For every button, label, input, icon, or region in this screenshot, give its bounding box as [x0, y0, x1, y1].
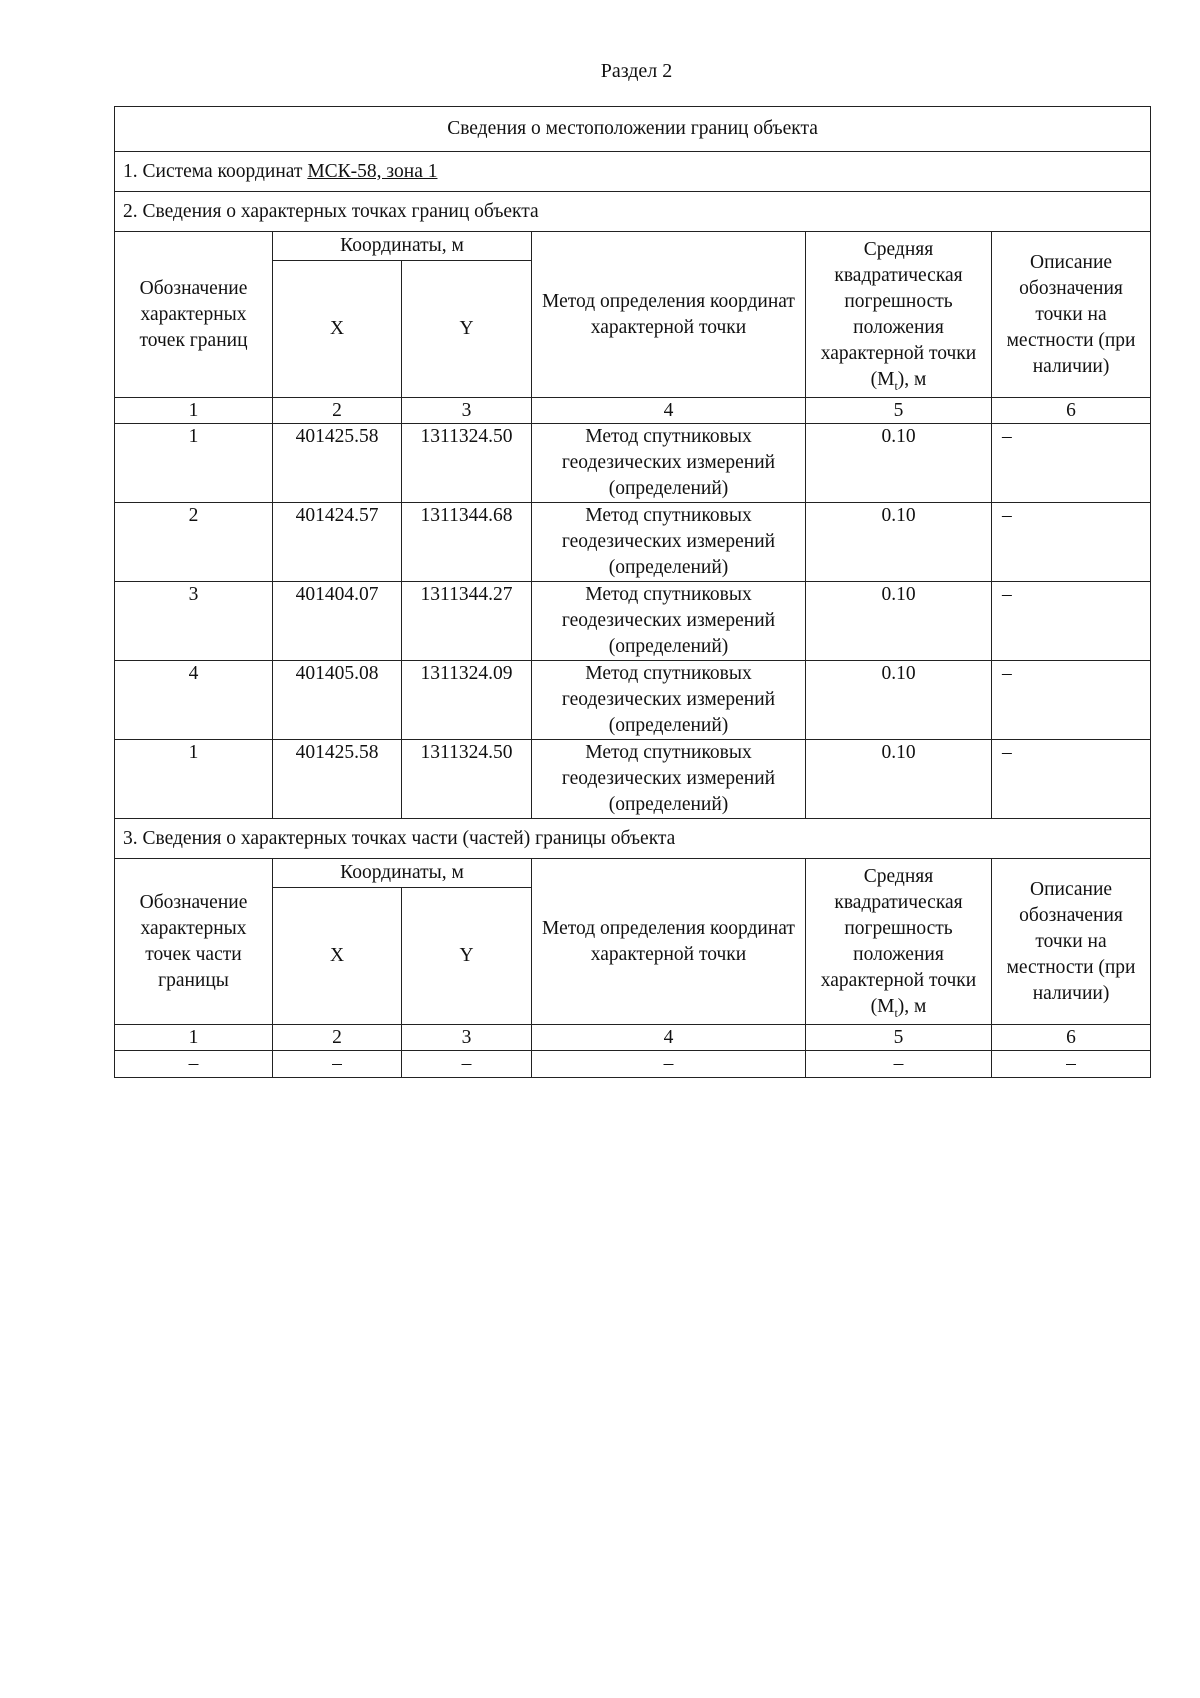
cell-error: 0.10 [806, 503, 992, 582]
header-method: Метод определения координат характерной точки [532, 859, 806, 1025]
cell-x: 401425.58 [273, 740, 402, 819]
header-x: X [273, 261, 402, 398]
header-error [806, 232, 992, 398]
table-row [115, 582, 1151, 661]
cell-method: Метод спутниковых геодезических измерений (определений) [532, 503, 806, 582]
cell-y: 1311344.27 [402, 582, 532, 661]
table-row [115, 740, 1151, 819]
cell-desc: – [992, 582, 1151, 661]
cell-method: Метод спутниковых геодезических измерений (определений) [532, 740, 806, 819]
cell-point: – [115, 1051, 273, 1078]
header-x: X [273, 888, 402, 1025]
cell-error: 0.10 [806, 661, 992, 740]
header-error-sub: t [894, 1005, 898, 1020]
cell-x: 401405.08 [273, 661, 402, 740]
header-point: Обозначение характерных точек границ [115, 232, 273, 398]
column-number: 5 [806, 1025, 992, 1051]
cell-y: 1311324.50 [402, 424, 532, 503]
table-row [115, 503, 1151, 582]
cell-desc: – [992, 661, 1151, 740]
cell-y: 1311344.68 [402, 503, 532, 582]
header-error-tail: ), м [897, 368, 927, 390]
column-number: 1 [115, 1025, 273, 1051]
header-desc: Описание обозначения точки на местности (при наличии) [992, 232, 1151, 398]
column-number: 4 [532, 1025, 806, 1051]
cell-error: 0.10 [806, 582, 992, 661]
column-number: 3 [402, 1025, 532, 1051]
cell-y: 1311324.09 [402, 661, 532, 740]
cell-point: 1 [115, 424, 273, 503]
column-number: 2 [273, 398, 402, 424]
cell-error: 0.10 [806, 740, 992, 819]
cell-x: 401425.58 [273, 424, 402, 503]
coord-system-row [115, 152, 1151, 192]
column-number: 3 [402, 398, 532, 424]
header-error-tail: ), м [897, 995, 927, 1017]
cell-y: 1311324.50 [402, 740, 532, 819]
cell-desc: – [992, 424, 1151, 503]
cell-point: 3 [115, 582, 273, 661]
cell-point: 2 [115, 503, 273, 582]
cell-desc: – [992, 740, 1151, 819]
column-number: 6 [992, 398, 1151, 424]
section2-body [115, 232, 1151, 819]
cell-method: – [532, 1051, 806, 1078]
cell-desc: – [992, 1051, 1151, 1078]
cell-x: – [273, 1051, 402, 1078]
table-title: Сведения о местоположении границ объекта [115, 107, 1151, 152]
cell-method: Метод спутниковых геодезических измерений (определений) [532, 661, 806, 740]
table-row [115, 424, 1151, 503]
header-desc: Описание обозначения точки на местности (при наличии) [992, 859, 1151, 1025]
header-coords: Координаты, м [273, 859, 532, 888]
column-number: 1 [115, 398, 273, 424]
header-coords: Координаты, м [273, 232, 532, 261]
column-numbers-row [115, 398, 1151, 424]
cell-method: Метод спутниковых геодезических измерений (определений) [532, 424, 806, 503]
column-number: 6 [992, 1025, 1151, 1051]
coord-system-label: 1. Система координат [123, 160, 303, 182]
header-y: Y [402, 261, 532, 398]
column-number: 5 [806, 398, 992, 424]
page-heading: Раздел 2 [600, 60, 673, 82]
header-error-main: Средняя квадратическая погрешность положения характерной точки (M [820, 238, 977, 390]
table-row [115, 661, 1151, 740]
table-row [115, 1051, 1151, 1078]
cell-x: 401404.07 [273, 582, 402, 661]
coord-system-value: МСК-58, зона 1 [307, 160, 438, 182]
cell-x: 401424.57 [273, 503, 402, 582]
header-y: Y [402, 888, 532, 1025]
cell-point: 4 [115, 661, 273, 740]
column-number: 2 [273, 1025, 402, 1051]
header-error-sub: t [894, 378, 898, 393]
header-method: Метод определения координат характерной точки [532, 232, 806, 398]
cell-method: Метод спутниковых геодезических измерений (определений) [532, 582, 806, 661]
cell-y: – [402, 1051, 532, 1078]
column-numbers-row [115, 1025, 1151, 1051]
header-error-main: Средняя квадратическая погрешность положения характерной точки (M [820, 865, 977, 1017]
column-number: 4 [532, 398, 806, 424]
section2-title: 2. Сведения о характерных точках границ объекта [115, 192, 1151, 232]
header-point: Обозначение характерных точек части границы [115, 859, 273, 1025]
cell-point: 1 [115, 740, 273, 819]
section3-body [115, 859, 1151, 1078]
cell-error: 0.10 [806, 424, 992, 503]
cell-desc: – [992, 503, 1151, 582]
boundary-table [114, 106, 1151, 1078]
cell-error: – [806, 1051, 992, 1078]
section3-title: 3. Сведения о характерных точках части (частей) границы объекта [115, 819, 1151, 859]
header-error [806, 859, 992, 1025]
